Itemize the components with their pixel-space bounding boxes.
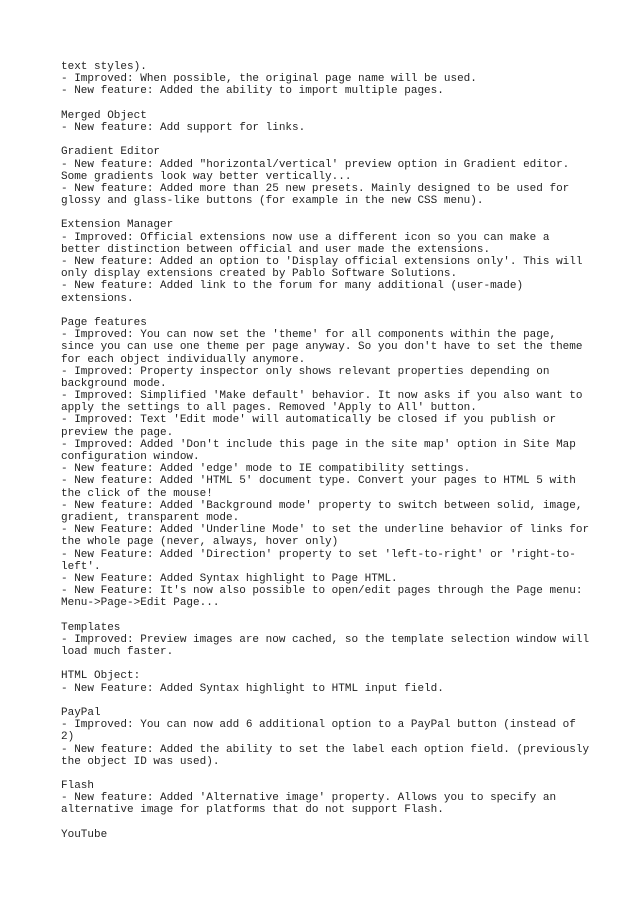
text-line: load much faster. [61,646,174,658]
text-line: - Improved: When possible, the original page name will be used. [61,73,477,86]
text-line: glossy and glass-like buttons (for example in the new CSS menu). [61,195,484,208]
text-line: - New Feature: Added 'Direction' property to set 'left-to-right' or 'right-to- [61,548,576,561]
text-line: - New Feature: Added 'Underline Mode' to set the underline behavior of links for [61,524,590,537]
text-line: 2) [61,731,75,744]
text-line: only display extensions created by Pablo Software Solutions. [61,268,458,281]
text-line: - New feature: Added "horizontal/vertical' preview option in Gradient editor. [61,158,570,171]
text-line: Templates [61,621,121,634]
text-line: HTML Object: [61,670,141,683]
paragraph-gap [61,134,581,146]
text-line: - New feature: Added link to the forum for many additional (user-made) [61,280,524,293]
text-line: - New feature: Added the ability to import multiple pages. [61,85,444,98]
text-line: - New Feature: Added Syntax highlight to HTML input field. [61,682,444,695]
text-line: gradient, transparent mode. [61,511,240,524]
text-line: Merged Object [61,109,147,122]
text-line: YouTube [61,828,108,841]
text-line: for each object individually anymore. [61,353,306,366]
text-line: text styles). [61,61,147,73]
paragraph-gap [61,768,581,780]
text-line: better distinction between official and user made the extensions. [61,243,491,256]
paragraph-gap [61,98,581,110]
text-line: - New Feature: It's now also possible to open/edit pages through the Page menu: [61,585,583,598]
text-line: - Improved: Official extensions now use a different icon so you can make a [61,231,550,244]
text-line: since you can use one theme per page anyway. So you don't have to set the theme [61,341,583,354]
text-line: left'. [61,560,101,573]
paragraph-gap [61,695,581,707]
text-line: - Improved: Simplified 'Make default' behavior. It now asks if you also want to [61,390,583,403]
text-line: the object ID was used). [61,755,220,768]
text-line: Menu->Page->Edit Page... [61,597,220,610]
text-line: - New feature: Added the ability to set the label each option field. (previously [61,743,590,756]
text-line: PayPal [61,706,101,719]
text-line: preview the page. [61,426,174,439]
text-line: - Improved: You can now set the 'theme' for all components within the page, [61,329,557,342]
paragraph-gap [61,207,581,219]
text-line: - New feature: Added 'HTML 5' document type. Convert your pages to HTML 5 with [61,475,576,488]
text-line: Gradient Editor [61,146,161,159]
text-line: alternative image for platforms that do not support Flash. [61,804,444,817]
text-line: - New feature: Add support for links. [61,121,306,134]
text-line: Flash [61,780,95,793]
text-line: - New feature: Added an option to 'Display official extensions only'. This will [61,256,583,268]
text-line: - New feature: Added 'Alternative image' property. Allows you to specify an [61,792,557,805]
text-line: background mode. [61,377,167,390]
text-line: extensions. [61,292,134,305]
text-line: - New feature: Added 'Background mode' property to switch between solid, image, [61,499,583,512]
text-line: - Improved: Property inspector only shows relevant properties depending on [61,365,550,378]
paragraph-gap [61,658,581,670]
text-line: - New feature: Added more than 25 new presets. Mainly designed to be used for [61,182,570,195]
text-line: - Improved: Added 'Don't include this page in the site map' option in Site Map [61,438,576,451]
text-line: Extension Manager [61,219,174,232]
text-line: - Improved: Preview images are now cached, so the template selection window will [61,633,590,646]
paragraph-gap [61,609,581,621]
text-line: Page features [61,316,147,329]
text-line: configuration window. [61,451,200,463]
text-line: apply the settings to all pages. Removed 'Apply to All' button. [61,402,477,415]
text-line: Some gradients look way better vertically... [61,170,352,183]
text-line: - New Feature: Added Syntax highlight to Page HTML. [61,572,398,585]
text-line: - Improved: You can now add 6 additional option to a PayPal button (instead of [61,719,576,732]
paragraph-gap [61,817,581,829]
text-line: - New feature: Added 'edge' mode to IE compatibility settings. [61,463,471,476]
text-line: - Improved: Text 'Edit mode' will automatically be closed if you publish or [61,414,557,427]
text-line: the click of the mouse! [61,487,213,500]
document-body [61,61,590,841]
text-line: the whole page (never, always, hover only) [61,536,339,549]
paragraph-gap [61,305,581,317]
